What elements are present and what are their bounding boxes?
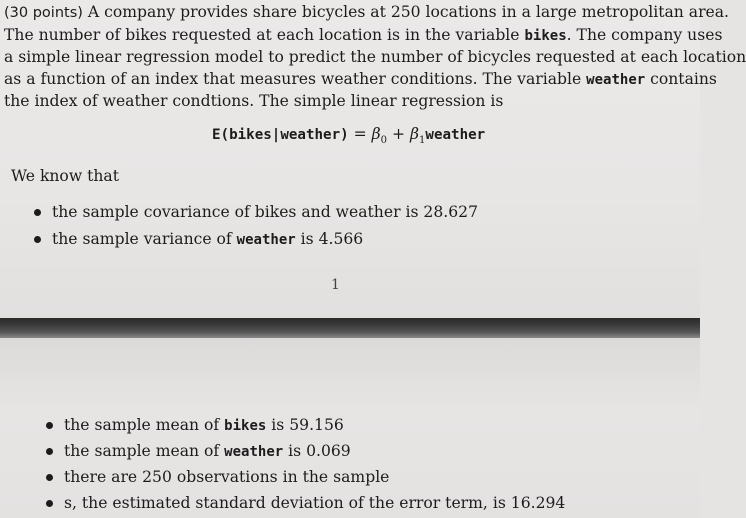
fact-text: the sample variance of bbox=[52, 230, 237, 248]
problem-text: The number of bikes requested at each location is in the variable bbox=[4, 25, 525, 44]
fact-item bbox=[46, 494, 565, 512]
problem-text: the index of weather condtions. The simple linear regression is bbox=[4, 92, 504, 110]
fact-item bbox=[46, 416, 344, 434]
beta1: β bbox=[410, 125, 420, 143]
points-label: (30 points) bbox=[4, 5, 83, 21]
problem-line bbox=[4, 25, 723, 48]
bullet-icon bbox=[34, 209, 41, 216]
bullet-icon bbox=[46, 500, 53, 507]
problem-text: as a function of an index that measures weather conditions. The variable bbox=[4, 69, 587, 88]
problem-line bbox=[4, 69, 717, 92]
code-weather: weather bbox=[236, 232, 296, 248]
equation-plus: + bbox=[387, 125, 411, 143]
code-bikes: bikes bbox=[524, 27, 567, 44]
equation-equals: = bbox=[348, 125, 372, 143]
code-bikes: bikes bbox=[224, 418, 267, 434]
problem-statement bbox=[4, 0, 746, 113]
fact-text: the sample mean of bbox=[64, 416, 225, 434]
equation-lhs: E(bikes|weather) bbox=[212, 127, 349, 143]
bullet-icon bbox=[46, 422, 53, 429]
page-separator bbox=[0, 318, 700, 338]
fact-item bbox=[34, 230, 363, 248]
beta1-subscript: 1 bbox=[419, 135, 426, 147]
intro-text: We know that bbox=[11, 167, 119, 185]
problem-text: a simple linear regression model to predict the number of bicycles requested at each location bbox=[4, 48, 746, 66]
bullet-icon bbox=[46, 448, 53, 455]
problem-text: . The company uses bbox=[566, 25, 723, 44]
regression-equation bbox=[212, 125, 485, 146]
bullet-icon bbox=[46, 474, 53, 481]
problem-text: contains bbox=[645, 69, 717, 88]
problem-text: A company provides share bicycles at 250 locations in a large metropolitan area. bbox=[87, 3, 730, 21]
fact-item bbox=[46, 468, 389, 486]
code-weather: weather bbox=[586, 71, 646, 88]
fact-text: the sample mean of bbox=[64, 442, 225, 460]
fact-text: is 59.156 bbox=[266, 416, 344, 434]
fact-item bbox=[34, 203, 478, 221]
bullet-icon bbox=[34, 236, 41, 243]
beta0-subscript: 0 bbox=[380, 135, 388, 147]
fact-item bbox=[46, 442, 351, 460]
fact-text: the sample covariance of bikes and weather is 28.627 bbox=[52, 203, 478, 221]
problem-line bbox=[4, 2, 730, 25]
problem-line bbox=[4, 91, 698, 113]
fact-text: s, the estimated standard deviation of the error term, is 16.294 bbox=[64, 494, 566, 512]
problem-line bbox=[4, 47, 746, 69]
equation-var: weather bbox=[425, 127, 486, 143]
fact-text: there are 250 observations in the sample bbox=[64, 468, 390, 486]
fact-text: is 4.566 bbox=[295, 230, 364, 248]
fact-text: is 0.069 bbox=[283, 442, 351, 460]
code-weather: weather bbox=[224, 444, 284, 460]
beta0: β bbox=[371, 125, 381, 143]
page-number: 1 bbox=[331, 277, 340, 293]
